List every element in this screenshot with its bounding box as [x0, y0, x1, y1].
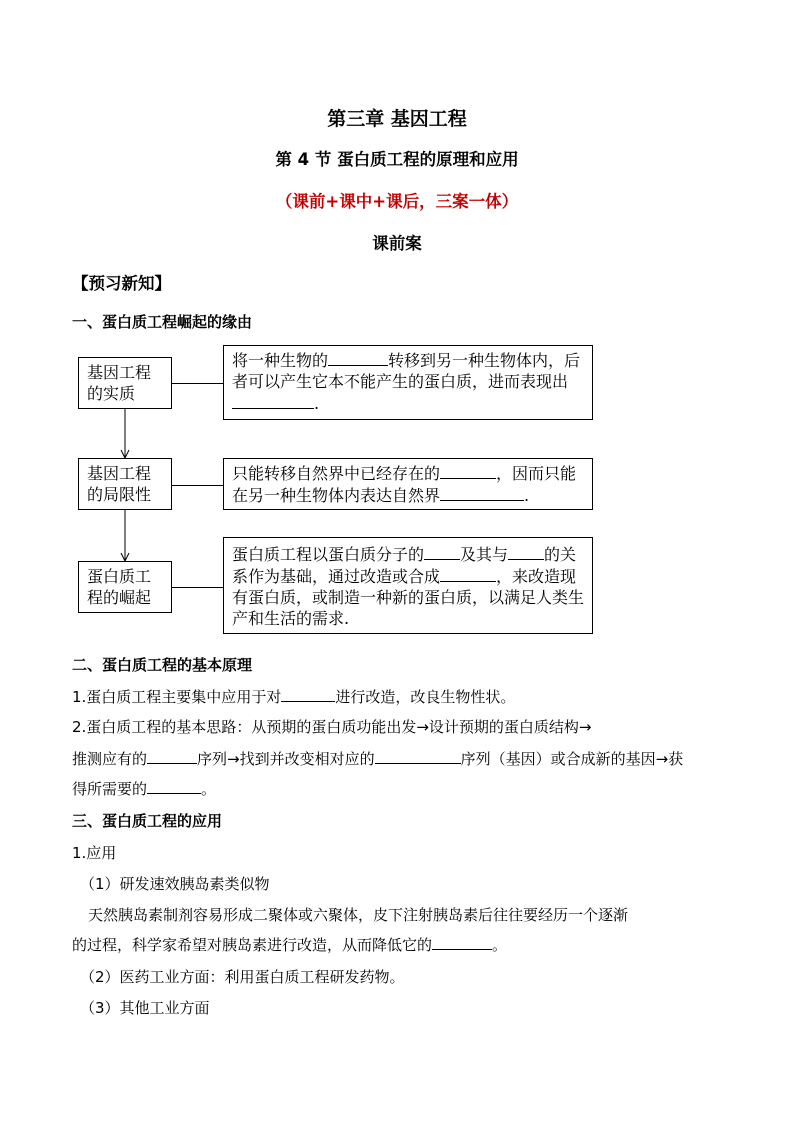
box2-text: 只能转移自然界中已经存在的	[232, 464, 441, 483]
item-1: （1）研发速效胰岛素类似物	[80, 875, 270, 893]
box2-label: 基因工程的局限性	[87, 464, 152, 504]
fill-blank[interactable]	[281, 686, 335, 702]
paragraph-2-1	[72, 686, 515, 707]
paragraph-3-line1: 天然胰岛素制剂容易形成二聚体或六聚体，皮下注射胰岛素后往往要经历一个逐渐	[88, 906, 629, 924]
box-gene-engineering-essence	[78, 357, 172, 409]
box3-text: 及其与	[460, 545, 509, 564]
section-3-heading: 三、蛋白质工程的应用	[72, 812, 223, 830]
box1-text: 转移到另一种生物体内，后者可以产生它本不能产生的蛋白质，进而表现出	[232, 351, 581, 391]
text: 。	[492, 936, 508, 954]
section-title: 第 4 节 蛋白质工程的原理和应用	[275, 150, 519, 169]
box2-text: .	[524, 486, 530, 505]
fill-blank[interactable]	[147, 748, 197, 764]
fill-blank[interactable]	[440, 565, 496, 582]
fill-blank[interactable]	[432, 934, 492, 950]
box3-text: 蛋白质工程以蛋白质分子的	[232, 545, 425, 564]
part-title: 课前案	[372, 234, 422, 253]
paragraph-2-2-line2	[72, 748, 683, 769]
box3-text: 的关系作为基础，通过改造或合成	[232, 545, 577, 586]
fill-blank[interactable]	[232, 392, 314, 409]
box-limits-text	[223, 458, 593, 510]
box-essence-text	[223, 345, 593, 420]
paragraph-3-line2	[72, 934, 507, 955]
text: 进行改造，改良生物性状。	[335, 688, 516, 706]
subtitle: （课前+课中+课后，三案一体）	[275, 192, 519, 211]
text: 得所需要的	[72, 780, 148, 798]
fill-blank[interactable]	[147, 778, 201, 794]
subheading-application: 1.应用	[72, 844, 117, 862]
down-arrow-icon	[117, 510, 133, 562]
text: 1.蛋白质工程主要集中应用于对	[72, 688, 282, 706]
box3-text: ，来改造现有蛋白质，或制造一种新的蛋白质，以满足人类生产和生活的需求.	[232, 567, 585, 628]
text: 。	[201, 780, 217, 798]
fill-blank[interactable]	[440, 462, 496, 479]
box-protein-engineering-rise	[78, 561, 172, 613]
section-1-heading: 一、蛋白质工程崛起的缘由	[72, 313, 253, 331]
fill-blank[interactable]	[440, 484, 524, 501]
fill-blank[interactable]	[508, 543, 544, 560]
box-rise-text	[223, 537, 593, 634]
connector-3	[172, 587, 223, 588]
section-2-heading: 二、蛋白质工程的基本原理	[72, 656, 253, 674]
paragraph-2-2-line1: 2.蛋白质工程的基本思路：从预期的蛋白质功能出发→设计预期的蛋白质结构→	[72, 718, 592, 736]
box3-label: 蛋白质工程的崛起	[87, 567, 152, 607]
item-2: （2）医药工业方面：利用蛋白质工程研发药物。	[80, 968, 405, 986]
box2-text: ，因而只能在另一种生物体内表达自然界	[232, 464, 577, 505]
preview-heading: 【预习新知】	[72, 274, 171, 293]
fill-blank[interactable]	[424, 543, 460, 560]
connector-2	[172, 485, 223, 486]
down-arrow-icon	[117, 409, 133, 459]
box1-text: .	[314, 394, 320, 413]
text: 序列→找到并改变相对应的	[197, 750, 375, 768]
box1-text: 将一种生物的	[232, 351, 329, 370]
text: 序列（基因）或合成新的基因→获	[460, 750, 684, 768]
paragraph-2-2-line3	[72, 778, 216, 799]
text: 的过程，科学家希望对胰岛素进行改造，从而降低它的	[72, 936, 433, 954]
item-3: （3）其他工业方面	[80, 999, 210, 1017]
text: 推测应有的	[72, 750, 148, 768]
fill-blank[interactable]	[375, 748, 461, 764]
fill-blank[interactable]	[328, 349, 388, 366]
box-gene-engineering-limits	[78, 458, 172, 510]
connector-1	[172, 383, 223, 384]
chapter-title: 第三章 基因工程	[327, 108, 467, 130]
box1-label: 基因工程的实质	[87, 363, 152, 403]
